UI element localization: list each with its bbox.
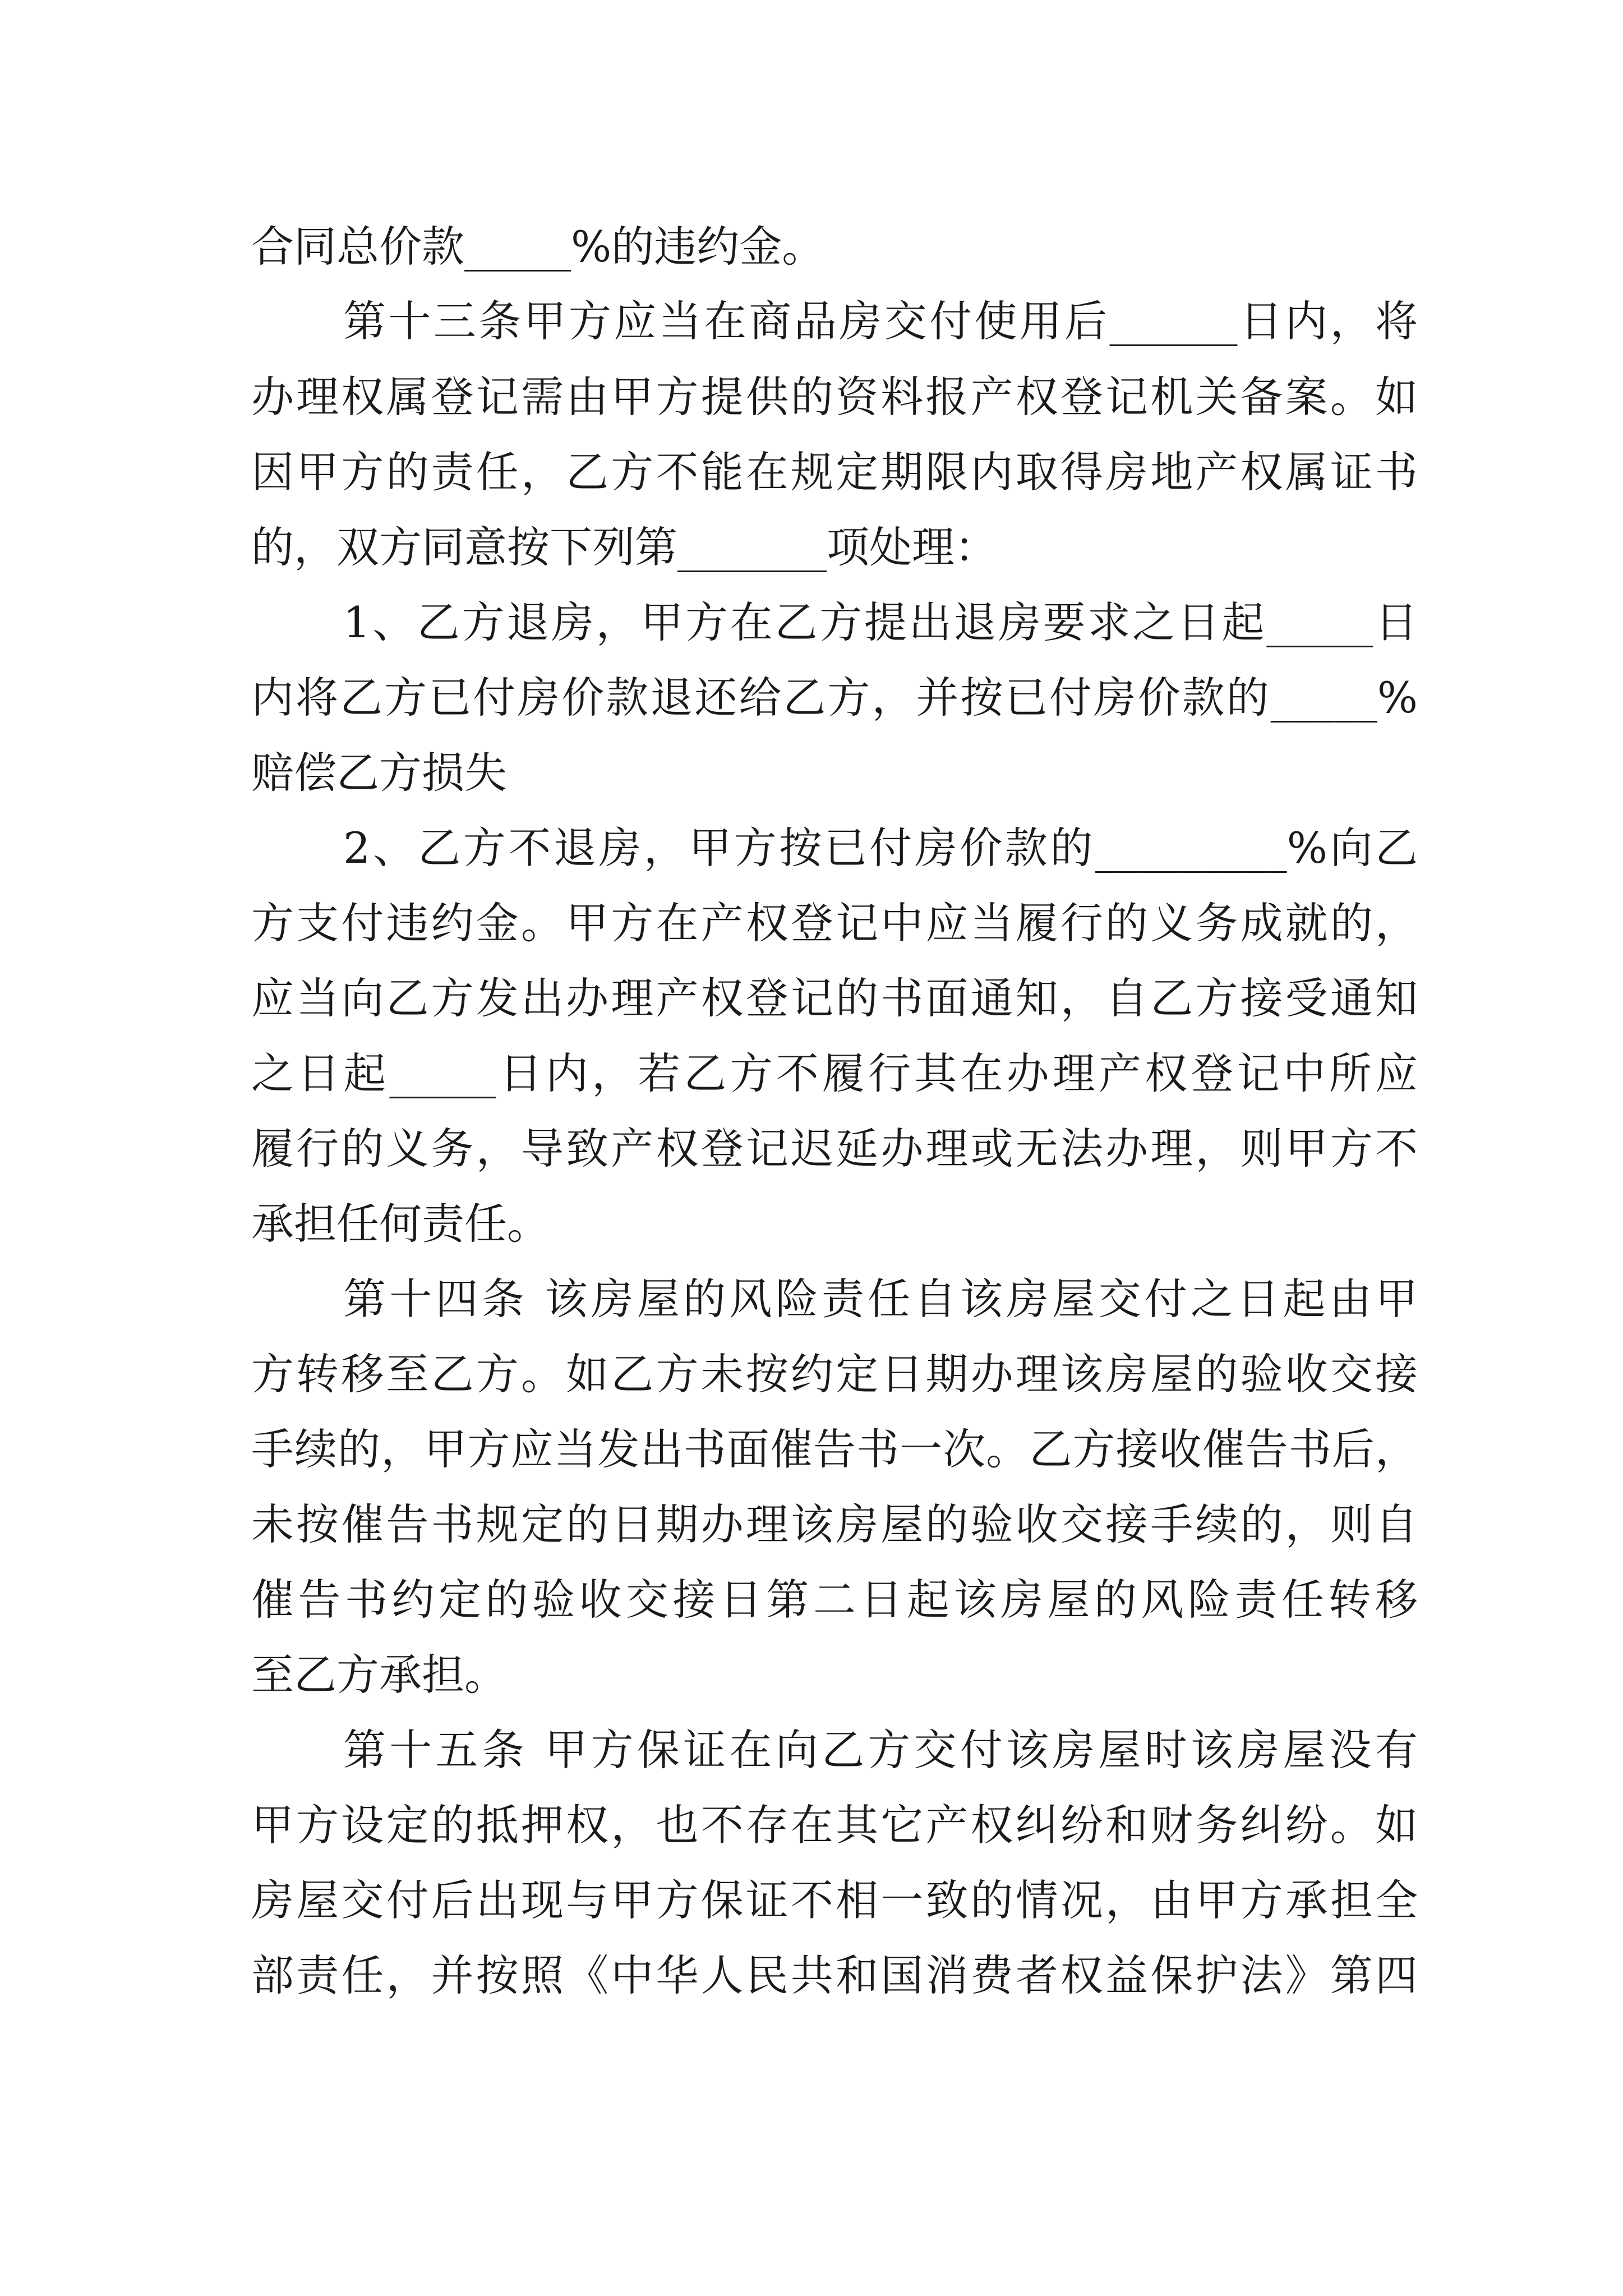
text-line: 未按催告书规定的日期办理该房屋的验收交接手续的，则自 [251,1499,1418,1549]
text-line: 房屋交付后出现与甲方保证不相一致的情况，由甲方承担全 [251,1875,1418,1925]
text-line: 的，双方同意按下列第_______项处理： [251,522,997,572]
text-line: 方支付违约金。甲方在产权登记中应当履行的义务成就的， [251,898,1418,948]
text-line: 至乙方承担。 [251,1650,507,1700]
paragraph-start-line: 第十三条甲方应当在商品房交付使用后______日内，将 [343,296,1418,346]
text-line: 办理权属登记需由甲方提供的资料报产权登记机关备案。如 [251,372,1418,422]
text-line: 之日起_____日内，若乙方不履行其在办理产权登记中所应 [251,1048,1418,1098]
text-line: 催告书约定的验收交接日第二日起该房屋的风险责任转移 [251,1575,1418,1625]
text-line: 合同总价款_____%的违约金。 [251,222,825,272]
text-line: 因甲方的责任，乙方不能在规定期限内取得房地产权属证书 [251,447,1418,497]
text-line: 内将乙方已付房价款退还给乙方，并按已付房价款的_____% [251,673,1418,723]
text-line: 承担任何责任。 [251,1199,550,1249]
text-line: 应当向乙方发出办理产权登记的书面通知，自乙方接受通知 [251,973,1418,1023]
text-line: 部责任，并按照《中华人民共和国消费者权益保护法》第四 [251,1950,1418,2000]
text-line: 履行的义务，导致产权登记迟延办理或无法办理，则甲方不 [251,1124,1418,1174]
text-line: 手续的，甲方应当发出书面催告书一次。乙方接收催告书后， [251,1424,1418,1474]
paragraph-start-line: 1、乙方退房，甲方在乙方提出退房要求之日起_____日 [343,597,1418,647]
text-line: 方转移至乙方。如乙方未按约定日期办理该房屋的验收交接 [251,1349,1418,1399]
text-line: 甲方设定的抵押权，也不存在其它产权纠纷和财务纠纷。如 [251,1800,1418,1850]
paragraph-start-line: 第十五条 甲方保证在向乙方交付该房屋时该房屋没有 [343,1725,1418,1775]
text-line: 赔偿乙方损失 [251,748,507,798]
paragraph-start-line: 第十四条 该房屋的风险责任自该房屋交付之日起由甲 [343,1274,1418,1324]
paragraph-start-line: 2、乙方不退房，甲方按已付房价款的_________%向乙 [343,823,1418,873]
